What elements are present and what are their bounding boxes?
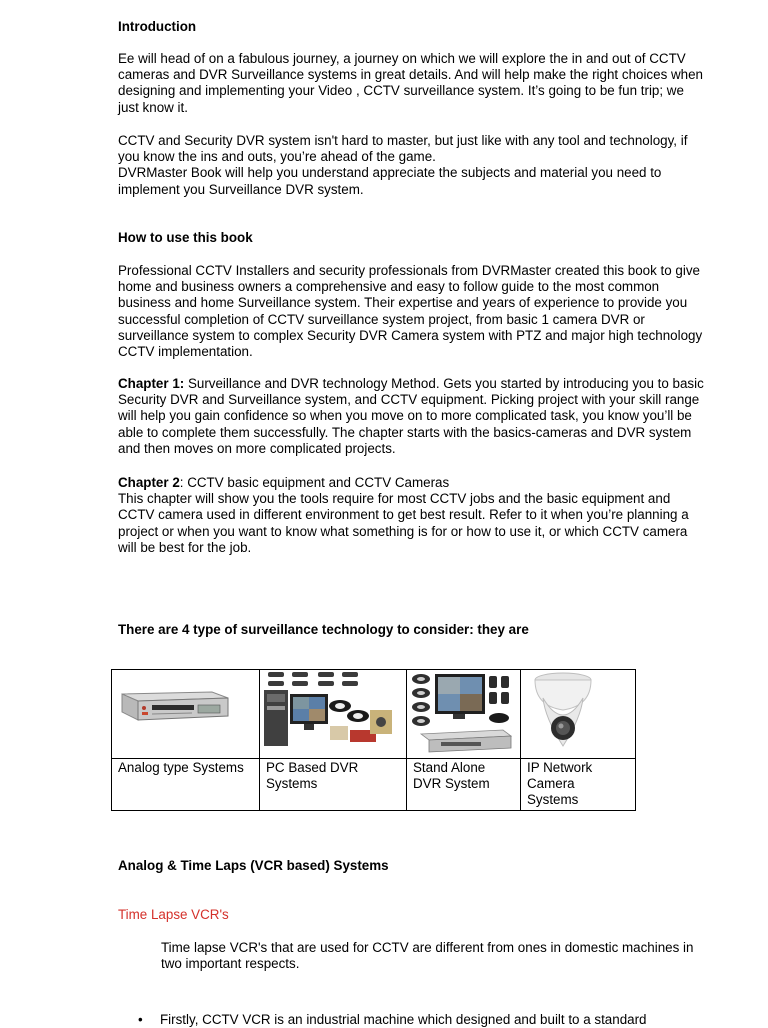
bullet-dot-icon: • [138,1012,143,1027]
chapter-2-label: Chapter 2 [118,475,180,490]
table-cell-analog-label: Analog type Systems [112,759,260,811]
how-to-heading: How to use this book [118,230,253,245]
table-cell-standalone-image [407,670,521,759]
table-image-row [112,670,636,759]
analog-heading: Analog & Time Laps (VCR based) Systems [118,858,389,873]
how-to-paragraph: Professional CCTV Installers and security professionals from DVRMaster created this book to give home and business owners a comprehensive and easy to follow guide to the most common business and home Surveillance system. Their expertise and years of experience to provide you successful completion of CCTV surveillance system project, from basic 1 camera DVR or surveillance system to complex Security DVR Camera system with PTZ and major high technology CCTV implementation. [118,263,703,360]
surveillance-technology-table [111,669,636,811]
chapter-2-text: This chapter will show you the tools require for most CCTV jobs and the basic equipment and CCTV camera used in different environment to get best result. Refer to it when you’re planning a project or when you want to know what something is for or how to use it, or which CCTV camera will be best for the job. [118,491,689,555]
intro-heading: Introduction [118,19,197,34]
chapter-1-paragraph [118,376,708,457]
intro-paragraph-2 [118,133,708,198]
table-cell-pc-dvr-image [260,670,407,759]
table-cell-ip-camera-label: IP Network Camera Systems [521,759,636,811]
time-lapse-subheading: Time Lapse VCR's [118,907,229,922]
table-cell-pc-dvr-label: PC Based DVR Systems [260,759,407,811]
intro-paragraph-1: Ee will head of on a fabulous journey, a journey on which we will explore the in and out of CCTV cameras and DVR Surveillance systems in great details. And will help make the right choices when designing and implementing your Video , CCTV surveillance system. It’s going to be fun trip; we just know it. [118,51,704,115]
intro-paragraph-2-line1: CCTV and Security DVR system isn't hard to master, but just like with any tool and technology, if you know the ins and outs, you’re ahead of the game. [118,133,688,165]
chapter-1-text: Surveillance and DVR technology Method. Gets you started by introducing you to basic Security DVR and Surveillance system, and CCTV equipment. Picking project with your skill range will help you gain confidence so when you move on to more complicated task, you know you’ll be able to complete them successfully. The chapter starts with the basics-cameras and DVR system and then moves on more complicated projects. [118,376,704,456]
chapter-2-title-line [118,475,708,491]
dome-ip-camera-icon [521,670,635,758]
vcr-recorder-icon [112,670,259,758]
pc-dvr-kit-icon [260,670,406,758]
table-label-row [112,759,636,811]
chapter-2-title: : CCTV basic equipment and CCTV Cameras [179,475,450,490]
chapter-2-section [118,475,708,556]
bullet-item-1-text: Firstly, CCTV VCR is an industrial machine which designed and built to a standard [160,1012,647,1027]
tech-intro-heading: There are 4 type of surveillance technology to consider: they are [118,622,529,637]
table-cell-ip-camera-image [521,670,636,759]
time-lapse-paragraph: Time lapse VCR's that are used for CCTV are different from ones in domestic machines in two important respects. [161,940,694,972]
table-cell-standalone-label: Stand Alone DVR System [407,759,521,811]
table-cell-analog-image [112,670,260,759]
standalone-dvr-kit-icon [407,670,520,758]
intro-paragraph-2-line2: DVRMaster Book will help you understand appreciate the subjects and material you need to implement you Surveillance DVR system. [118,165,662,197]
chapter-1-label: Chapter 1: [118,376,185,391]
